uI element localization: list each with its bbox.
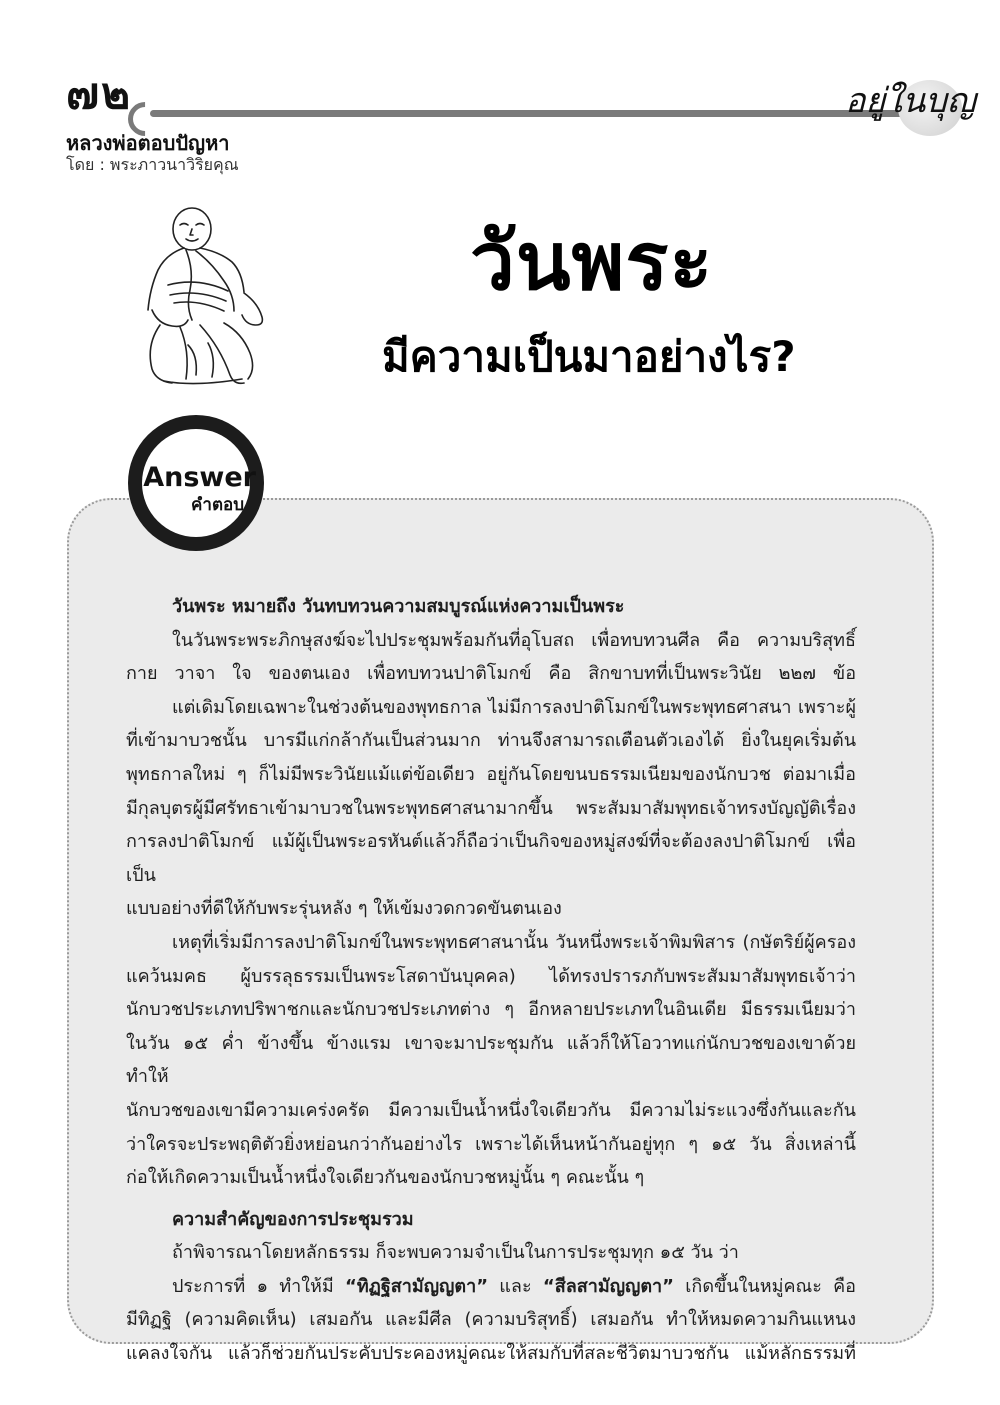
article-subtitle: มีความเป็นมาอย่างไร? [382,332,796,381]
answer-badge [128,415,264,551]
header-rule [150,110,925,117]
body-line: ที่เข้ามาบวชนั้น บารมีแก่กล้ากันเป็นส่วนมาก ท่านจึงสามารถเตือนตัวเองได้ ยิ่งในยุคเริ่มต้น [126,730,856,752]
article-title: วันพระ [470,215,714,308]
body-line: แคลงใจกัน แล้วก็ช่วยกันประคับประคองหมู่คณะให้สมกับที่สละชีวิตมาบวชกัน แม้หลักธรรมที่ [126,1343,856,1365]
body-line: แต่เดิมโดยเฉพาะในช่วงต้นของพุทธกาล ไม่มีการลงปาติโมกข์ในพระพุทธศาสนา เพราะผู้ [172,696,856,718]
body-line: พุทธกาลใหม่ ๆ ก็ไม่มีพระวินัยแม้แต่ข้อเดียว อยู่กันโดยขนบธรรมเนียมของนักบวช ต่อมาเมื่อ [126,763,856,785]
column-name: หลวงพ่อตอบปัญหา [66,131,230,155]
body-text-span: เกิดขึ้นในหมู่คณะ คือ [674,1275,856,1297]
article-body [126,590,856,1371]
section-heading: ความสำคัญของการประชุมรวม [172,1208,414,1230]
term-ditthi: “ทิฏฐิสามัญญตา” [345,1275,489,1297]
body-text-span: และ [488,1275,543,1297]
body-line: ว่าใครจะประพฤติตัวยิ่งหย่อนกว่ากันอย่างไร เพราะได้เห็นหน้ากันอยู่ทุก ๆ ๑๕ วัน สิ่งเหล่านี้ [126,1133,856,1155]
section-heading: วันพระ หมายถึง วันทบทวนความสมบูรณ์แห่งความเป็นพระ [172,596,625,617]
body-line: แคว้นมคธ ผู้บรรลุธรรมเป็นพระโสดาบันบุคคล) ได้ทรงปรารภกับพระสัมมาสัมพุทธเจ้าว่า [126,965,856,987]
monk-illustration [140,205,272,390]
body-line: นักบวชประเภทปริพาชกและนักบวชประเภทต่าง ๆ อีกหลายประเภทในอินเดีย มีธรรมเนียมว่า [126,999,856,1021]
body-line: มีทิฏฐิ (ความคิดเห็น) เสมอกัน และมีศีล (ความบริสุทธิ์) เสมอกัน ทำให้หมดความกินแหนง [126,1309,856,1331]
body-line: ก่อให้เกิดความเป็นน้ำหนึ่งใจเดียวกันของนักบวชหมู่นั้น ๆ คณะนั้น ๆ [126,1167,645,1189]
term-sila: “สีลสามัญญตา” [542,1275,674,1297]
body-line: การลงปาติโมกข์ แม้ผู้เป็นพระอรหันต์แล้วก็ถือว่าเป็นกิจของหมู่สงฆ์ที่จะต้องลงปาติโมกข์ เพื่อเป็น [126,831,856,886]
body-line: ถ้าพิจารณาโดยหลักธรรม ก็จะพบความจำเป็นในการประชุมทุก ๑๕ วัน ว่า [172,1242,739,1264]
body-line: กาย วาจา ใจ ของตนเอง เพื่อทบทวนปาติโมกข์ คือ สิกขาบทที่เป็นพระวินัย ๒๒๗ ข้อ [126,663,856,685]
answer-label-thai: คำตอบ [191,495,244,515]
body-line: นักบวชของเขามีความเคร่งครัด มีความเป็นน้ำหนึ่งใจเดียวกัน มีความไม่ระแวงซึ่งกันและกัน [126,1099,856,1121]
answer-label: Answer [143,462,256,493]
body-text-span: ประการที่ ๑ ทำให้มี [172,1275,346,1297]
body-line: ในวันพระพระภิกษุสงฆ์จะไปประชุมพร้อมกันที่อุโบสถ เพื่อทบทวนศีล คือ ความบริสุทธิ์ [172,629,856,651]
body-line [126,1270,856,1304]
author-byline: โดย : พระภาวนาวิริยคุณ [66,155,239,174]
page-number: ๗๒ [66,68,133,119]
body-line: แบบอย่างที่ดีให้กับพระรุ่นหลัง ๆ ให้เข้มงวดกวดขันตนเอง [126,898,562,920]
body-line: เหตุที่เริ่มมีการลงปาติโมกข์ในพระพุทธศาสนานั้น วันหนึ่งพระเจ้าพิมพิสาร (กษัตริย์ผู้ครอง [172,931,856,953]
body-line: ในวัน ๑๕ ค่ำ ข้างขึ้น ข้างแรม เขาจะมาประชุมกัน แล้วก็ให้โอวาทแก่นักบวชของเขาด้วย ทำให้ [126,1032,856,1088]
body-line: มีกุลบุตรผู้มีศรัทธาเข้ามาบวชในพระพุทธศาสนามากขึ้น พระสัมมาสัมพุทธเจ้าทรงบัญญัติเรื่อง [126,797,856,819]
magazine-logo: อยู่ในบุญ [845,81,976,121]
